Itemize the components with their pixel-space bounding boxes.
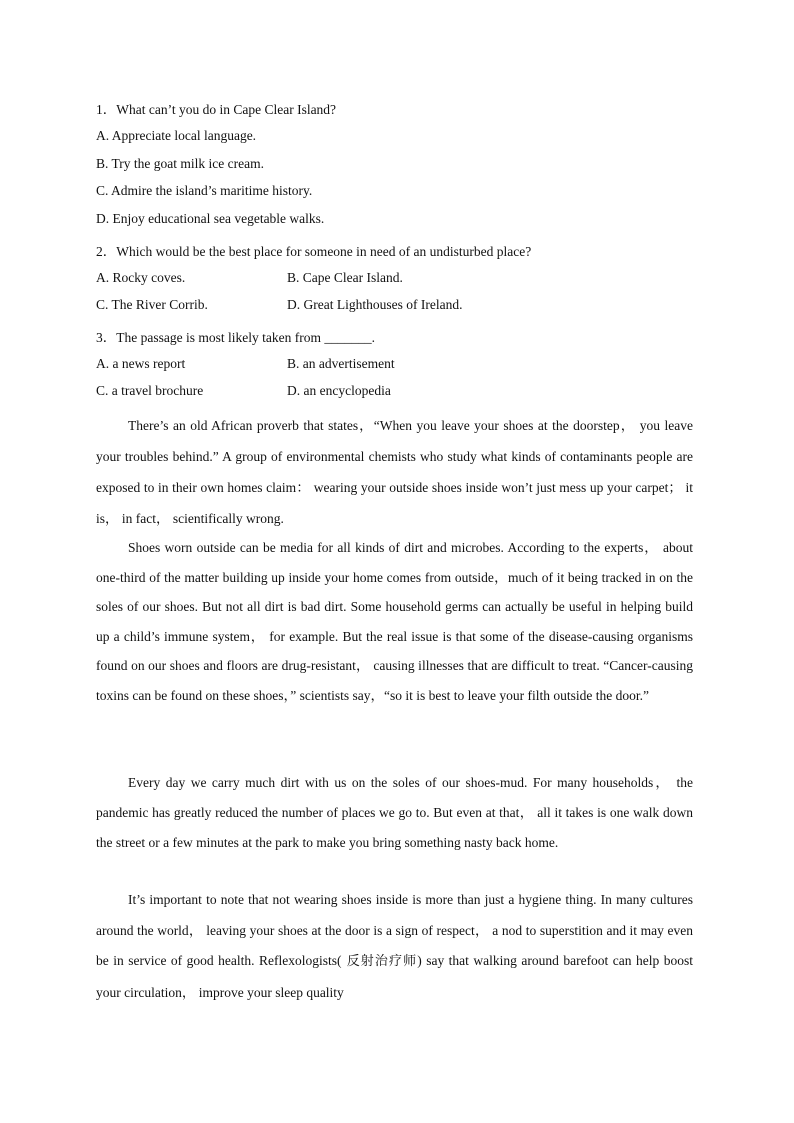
paragraph-text: Shoes worn outside can be media for all kinds of dirt and microbes. According to the experts， about one-third of the matter building up inside your home comes from outside，much of it being tracked in on the soles of our shoes. But not all dirt is bad dirt. Some household germs can actually be useful in helping build up a child’s immune system， for example. But the real issue is that some of the disease-causing organisms found on our shoes and floors are drug-resistant， causing illnesses that are difficult to treat. “Cancer-causing toxins can be found on these shoes，” scientists say，“so it is best to leave your filth outside the door.”: [96, 540, 693, 703]
paragraph-text: Every day we carry much dirt with us on the soles of our shoes-mud. For many households， the pandemic has greatly reduced the number of places we go to. But even at that， all it takes is one walk down the street or a few minutes at the park to make you bring something nasty back home.: [96, 775, 693, 850]
paragraph-text: There’s an old African proverb that states，“When you leave your shoes at the doorstep， you leave your troubles behind.” A group of environmental chemists who study what kinds of contaminants people are exposed to in their own homes claim： wearing your outside shoes inside won’t just mess up your carpet； it is， in fact， scientifically wrong.: [96, 418, 693, 526]
question-2-options-row-1: [96, 270, 403, 286]
question-1-stem: 1．What can’t you do in Cape Clear Island?: [96, 102, 337, 117]
question-3-option-a: A. a news report: [96, 356, 186, 371]
paragraph-text-part-2: ) say that walking around barefoot can help boost your circulation， improve your sleep quality: [96, 953, 693, 1001]
paragraph-text: [96, 885, 693, 1009]
question-2-stem: 2．Which would be the best place for someone in need of an undisturbed place?: [96, 244, 532, 259]
question-2-options-row-2: [96, 297, 462, 313]
question-3-options-row-2: [96, 383, 391, 399]
question-1-option-b: B. Try the goat milk ice cream.: [96, 156, 264, 171]
question-3-options-row-1: [96, 356, 395, 372]
question-2-option-b: B. Cape Clear Island.: [287, 270, 403, 285]
passage-paragraph-3: [96, 768, 693, 858]
chinese-gloss: 反射治疗师: [341, 954, 418, 970]
paragraph-text-part-1: It’s important to note that not wearing shoes inside is more than just a hygiene thing. In many cultures around the world， leaving your shoes at the door is a sign of respect， a nod to superstition and it may even be in service of good health. Reflexologists(: [96, 892, 693, 969]
question-2-option-a: A. Rocky coves.: [96, 270, 186, 285]
question-1-option-d: D. Enjoy educational sea vegetable walks.: [96, 211, 325, 226]
question-3-option-b: B. an advertisement: [287, 356, 395, 371]
passage-paragraph-1: [96, 410, 693, 534]
question-2-option-c: C. The River Corrib.: [96, 297, 208, 312]
question-3-stem: 3．The passage is most likely taken from _______.: [96, 330, 375, 345]
question-1-option-a: A. Appreciate local language.: [96, 128, 257, 143]
question-2-option-d: D. Great Lighthouses of Ireland.: [287, 297, 463, 312]
passage-paragraph-4: [96, 885, 693, 1009]
passage-paragraph-2: [96, 533, 693, 711]
question-3-option-d: D. an encyclopedia: [287, 383, 391, 398]
question-1-option-c: C. Admire the island’s maritime history.: [96, 183, 313, 198]
question-3-option-c: C. a travel brochure: [96, 383, 204, 398]
